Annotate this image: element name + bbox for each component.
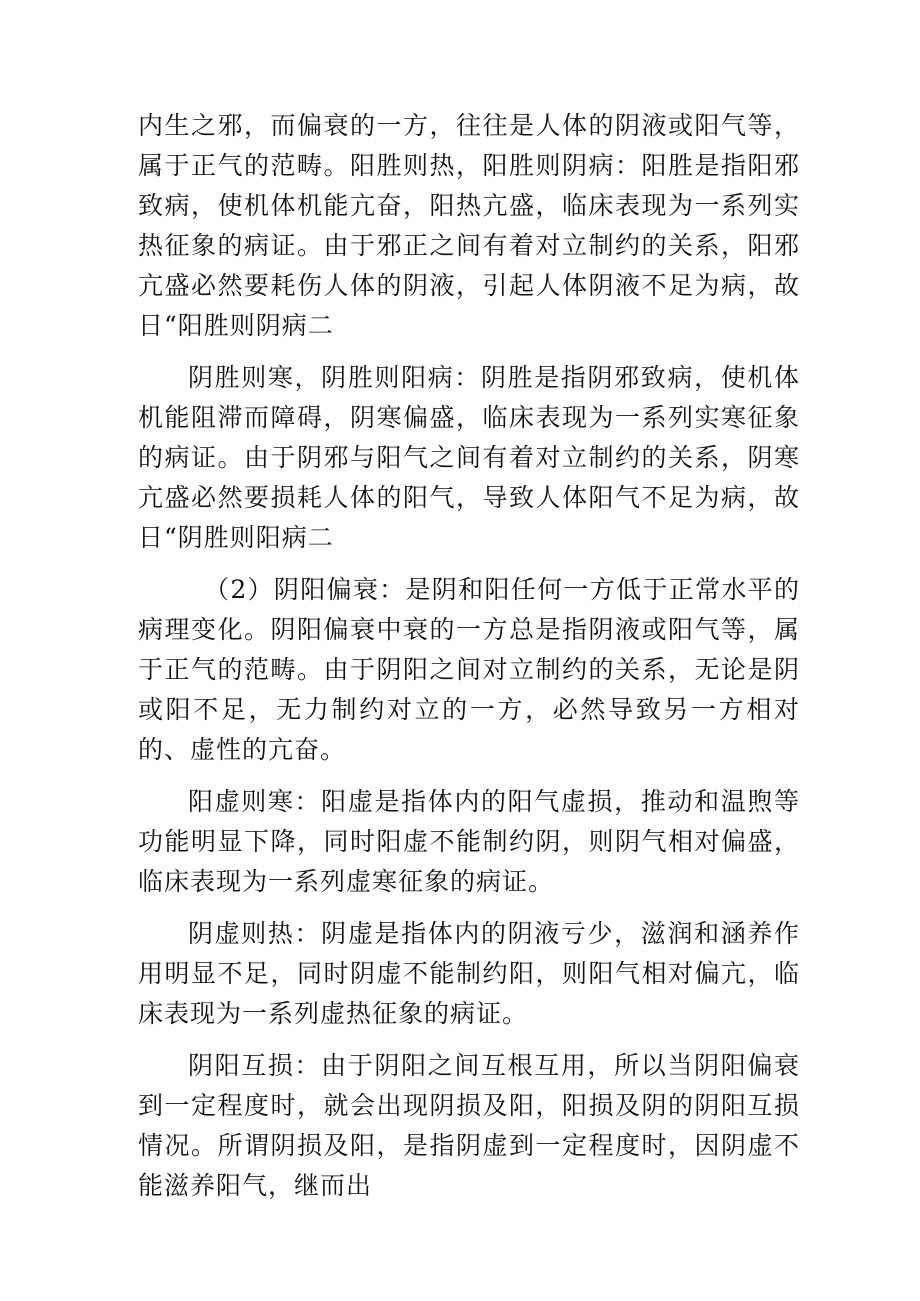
paragraph-yin-yang-deficiency: （2）阴阳偏衰：是阴和阳任何一方低于正常水平的病理变化。阴阳偏衰中衰的一方总是指阴液或阳气等，属于正气的范畴。由于阴阳之间对立制约的关系，无论是阴或阳不足，无力制约对立的一方，必然导致另一方相对的、虚性的亢奋。 xyxy=(138,575,800,764)
paragraph-yin-deficiency: 阴虚则热：阴虚是指体内的阴液亏少，滋润和涵养作用明显不足，同时阴虚不能制约阳，则阳气相对偏亢，临床表现为一系列虚热征象的病证。 xyxy=(138,919,800,1028)
paragraph-mutual-damage: 阴阳互损：由于阴阳之间互根互用，所以当阴阳偏衰到一定程度时，就会出现阴损及阳，阳损及阴的阴阳互损情况。所谓阴损及阳，是指阴虚到一定程度时，因阴虚不能滋养阳气，继而出 xyxy=(138,1051,800,1200)
paragraph-yang-deficiency: 阳虚则寒：阳虚是指体内的阳气虚损，推动和温煦等功能明显下降，同时阳虚不能制约阴，则阴气相对偏盛，临床表现为一系列虚寒征象的病证。 xyxy=(138,787,800,896)
paragraph-yin-excess: 阴胜则寒，阴胜则阳病：阴胜是指阴邪致病，使机体机能阻滞而障碍，阴寒偏盛，临床表现为一系列实寒征象的病证。由于阴邪与阳气之间有着对立制约的关系，阴寒亢盛必然要损耗人体的阳气，导致人体阳气不足为病，故日“阴胜则阳病二 xyxy=(138,363,800,552)
paragraph-yang-excess: 内生之邪，而偏衰的一方，往往是人体的阴液或阳气等，属于正气的范畴。阳胜则热，阳胜则阴病：阳胜是指阳邪致病，使机体机能亢奋，阳热亢盛，临床表现为一系列实热征象的病证。由于邪正之间有着对立制约的关系，阳邪亢盛必然要耗伤人体的阴液，引起人体阴液不足为病，故日“阳胜则阴病二 xyxy=(138,111,800,340)
